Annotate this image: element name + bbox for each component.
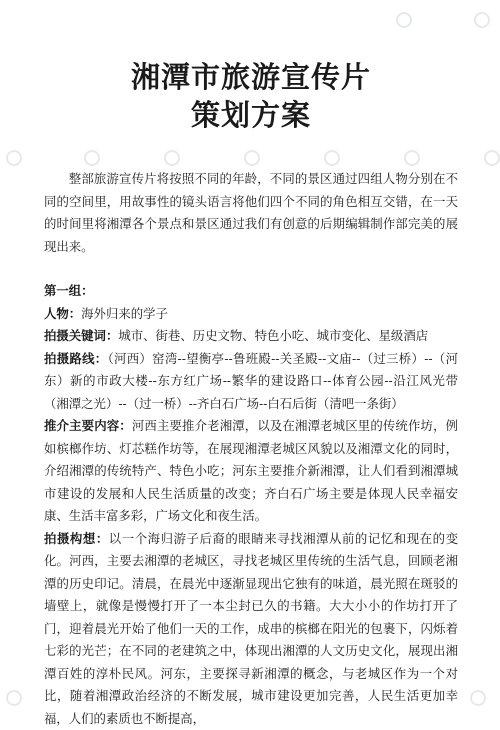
route-value: （河西）窑湾--望衡亭--鲁班殿--关圣殿--文庙--（过三桥）--（河东）新的市政大楼--东方红广场--繁华的建设路口--体育公园--沿江风光带（湘潭之光）--（过一桥）--齐白石广场--白石后街（清吧一条街） — [44, 351, 458, 411]
watermark-logo-icon — [484, 150, 500, 166]
watermark-logo-icon — [6, 690, 22, 706]
keywords-value: 城市、街巷、历史文物、特色小吃、城市变化、星级酒店 — [118, 328, 428, 343]
document-title — [44, 58, 458, 134]
route-label: 拍摄路线： — [44, 351, 108, 366]
content-line — [44, 415, 458, 528]
watermark-logo-icon — [6, 150, 22, 166]
person-label: 人物： — [44, 306, 81, 321]
concept-line — [44, 528, 458, 730]
keywords-label: 拍摄关键词： — [44, 328, 118, 343]
concept-label: 拍摄构想： — [44, 531, 109, 546]
route-line — [44, 348, 458, 416]
group-heading: 第一组： — [44, 280, 458, 303]
intro-paragraph: 整部旅游宣传片将按照不同的年龄，不同的景区通过四组人物分别在不同的空间里，用故事性的镜头语言将他们四个不同的角色相互交错，在一天的时间里将湘潭各个景点和景区通过我们有创意的后期编辑制作部完美的展现出来。 — [44, 168, 458, 258]
content-value: 河西主要推介老湘潭，以及在湘潭老城区里的传统作坊，例如槟榔作坊、灯芯糕作坊等，在展现湘潭老城区风貌以及湘潭文化的同时，介绍湘潭的传统特产、特色小吃；河东主要推介新湘潭，让人们看到湘潭城市建设的发展和人民生活质量的改变；齐白石广场主要是体现人民幸福安康、生活丰富多彩，广场文化和夜生活。 — [44, 418, 458, 523]
concept-value: 以一个海归游子后裔的眼睛来寻找湘潭从前的记忆和现在的变化。河西，主要去湘潭的老城区，寻找老城区里传统的生活气息，回顾老湘潭的历史印记。清晨，在晨光中逐渐显现出它独有的味道，晨光照在斑驳的墙壁上，就像是慢慢打开了一本尘封已久的书籍。大大小小的作坊打开了门，迎着晨光开始了他们一天的工作，成串的槟榔在阳光的包裹下，闪烁着七彩的光芒；在不同的老建筑之中，体现出湘潭的人文历史文化，展现出湘潭百姓的淳朴民风。河东，主要探寻新湘潭的概念，与老城区作为一个对比，随着湘潭政治经济的不断发展，城市建设更加完善，人民生活更加幸福，人们的素质也不断提高， — [44, 531, 458, 726]
watermark-logo-icon — [474, 12, 490, 28]
document-page — [44, 58, 458, 730]
person-line — [44, 303, 458, 326]
keywords-line — [44, 325, 458, 348]
content-label: 推介主要内容： — [44, 418, 132, 433]
person-value: 海外归来的学子 — [81, 306, 168, 321]
title-line-1: 湘潭市旅游宣传片 — [131, 60, 371, 94]
watermark-logo-icon — [470, 690, 486, 706]
title-line-2: 策划方案 — [191, 98, 311, 132]
watermark-logo-icon — [396, 12, 412, 28]
